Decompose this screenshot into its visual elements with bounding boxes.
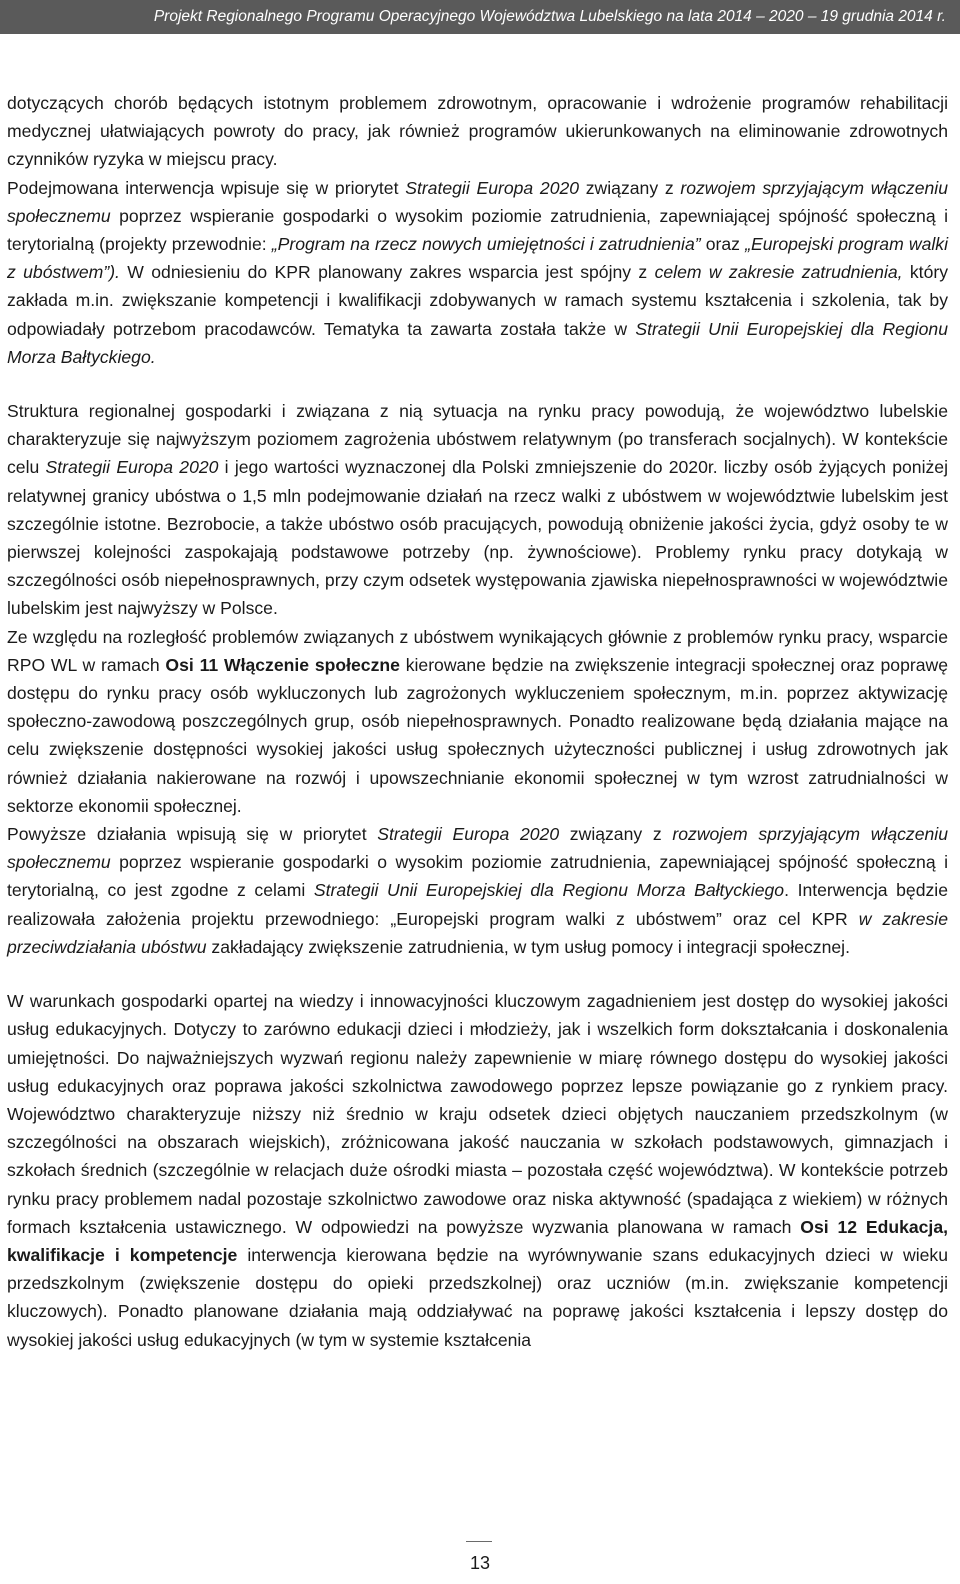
text-run: dotyczących chorób będących istotnym problemem zdrowotnym, opracowanie i wdrożenie programów rehabilitacji medycznej ułatwiających powroty do pracy, jak również programów ukierunkowanych na eliminowanie zdrowotnych czynników ryzyka w miejscu pracy. — [7, 93, 948, 170]
text-run: . Interwencja będzie realizowała założenia projektu przewodniego: „Europejski program walki z ubóstwem” oraz cel KPR — [7, 880, 948, 929]
text-run: W warunkach gospodarki opartej na wiedzy i innowacyjności kluczowym zagadnieniem jest dostęp do wysokiej jakości usług edukacyjnych. Dotyczy to zarówno edukacji dzieci i młodzieży, jak i wszelkich form dokształcania i doskonalenia umiejętności. Do najważniejszych wyzwań regionu należy zapewnienie w miarę równego dostępu do wysokiej jakości usług edukacyjnych oraz poprawa jakości szkolnictwa zawodowego poprzez lepsze powiązanie go z rynkiem pracy. Województwo charakteryzuje niższy niż średnio w kraju odsetek dzieci objętych nauczaniem przedszkolnym (w szczególności na obszarach wiejskich), zróżnicowana jakość nauczania w szkołach podstawowych, gimnazjach i szkołach średnich (szczególnie w relacjach duże ośrodki miasta – pozostała część województwa). W kontekście potrzeb rynku pracy problemem nadal pozostaje szkolnictwo zawodowe oraz niska aktywność (spadająca z wiekiem) w różnych formach kształcenia ustawicznego. W odpowiedzi na powyższe wyzwania planowana w ramach — [7, 991, 948, 1237]
body-paragraph — [7, 397, 948, 623]
italic-text: rozwojem sprzyjającym włączeniu społecznemu — [7, 824, 948, 873]
body-paragraph — [7, 174, 948, 371]
italic-text: Strategii Unii Europejskiej dla Regionu Morza Bałtyckiego. — [7, 318, 948, 367]
text-run: Ze względu na rozległość problemów związanych z ubóstwem wynikających głównie z problemów rynku pracy, wsparcie RPO WL w ramach — [7, 626, 948, 675]
document-header — [0, 0, 960, 34]
text-run: który zakłada m.in. zwiększanie kompetencji i kwalifikacji zdobywanych w ramach systemu kształcenia i szkolenia, tak by odpowiadały potrzebom pracodawców. Tematyka ta zawarta została także w — [7, 262, 949, 339]
text-run: związany z — [559, 824, 673, 845]
body-paragraph — [7, 623, 948, 820]
text-run: zakładający zwiększenie zatrudnienia, w tym usług pomocy i integracji społecznej. — [206, 936, 850, 957]
text-run: Podejmowana interwencja wpisuje się w priorytet — [7, 177, 406, 198]
italic-text: Strategii Europa 2020 — [405, 177, 580, 198]
text-run: interwencja kierowana będzie na wyrównywanie szans edukacyjnych dzieci w wieku przedszkolnym (zwiększenie dostępu do opieki przedszkolnej) oraz uczniów (m.in. zwiększanie kompetencji kluczowych). Ponadto planowane działania mają oddziaływać na poprawę jakości kształcenia i lepszy dostęp do wysokiej jakości usług edukacyjnych (w tym w systemie kształcenia — [7, 1244, 948, 1350]
text-run: oraz — [700, 234, 746, 255]
body-paragraph — [7, 89, 948, 174]
italic-text: celem w zakresie zatrudnienia, — [654, 262, 903, 283]
document-body — [7, 89, 948, 1354]
text-run: Struktura regionalnej gospodarki i związana z nią sytuacja na rynku pracy powodują, że województwo lubelskie charakteryzuje się najwyższym poziomem zagrożenia ubóstwem relatywnym (po transferach socjalnych). W kontekście celu — [7, 401, 948, 478]
body-paragraph — [7, 820, 948, 961]
text-run: Powyższe działania wpisują się w priorytet — [7, 824, 378, 845]
bold-text: Osi 11 Włączenie społeczne — [165, 654, 400, 675]
footer-divider — [466, 1541, 492, 1542]
bold-text: Osi 12 Edukacja, kwalifikacje i kompetencje — [7, 1216, 948, 1265]
italic-text: Strategii Europa 2020 — [45, 457, 219, 478]
italic-text: „Program na rzecz nowych umiejętności i zatrudnienia” — [271, 234, 701, 255]
italic-text: Strategii Europa 2020 — [377, 824, 560, 845]
text-run: W odniesieniu do KPR planowany zakres wsparcia jest spójny z — [119, 262, 655, 283]
italic-text: w zakresie przeciwdziałania ubóstwu — [7, 908, 949, 957]
text-run: poprzez wspieranie gospodarki o wysokim poziomie zatrudnienia, zapewniającej spójność społeczną i terytorialną, co jest zgodne z celami — [7, 852, 948, 901]
italic-text: rozwojem sprzyjającym włączeniu społecznemu — [7, 177, 948, 226]
italic-text: „Europejski program walki z ubóstwem”). — [7, 234, 948, 283]
page-number: 13 — [469, 1553, 491, 1573]
header-text: Projekt Regionalnego Programu Operacyjnego Województwa Lubelskiego na lata 2014 – 2020 – 19 grudnia 2014 r. — [153, 8, 946, 25]
text-run: i jego wartości wyznaczonej dla Polski zmniejszenie do 2020r. liczby osób żyjących poniżej relatywnej granicy ubóstwa o 1,5 mln podejmowanie działań na rzecz walki z ubóstwem w województwie lubelskim jest szczególnie istotne. Bezrobocie, a także ubóstwo osób pracujących, powodują obniżenie jakości życia, gdyż osoby te w pierwszej kolejności zaspokajają podstawowe potrzeby (np. żywnościowe). Problemy rynku pracy dotykają w szczególności osób niepełnosprawnych, przy czym odsetek występowania zjawiska niepełnosprawności w województwie lubelskim jest najwyższy w Polsce. — [7, 457, 948, 619]
text-run: poprzez wspieranie gospodarki o wysokim poziomie zatrudnienia, zapewniającej spójność społeczną i terytorialną (projekty przewodnie: — [7, 205, 948, 255]
body-paragraph — [7, 987, 948, 1354]
text-run: związany z — [579, 177, 681, 198]
italic-text: Strategii Unii Europejskiej dla Regionu Morza Bałtyckiego — [313, 880, 785, 901]
text-run: kierowane będzie na zwiększenie integracji społecznej oraz poprawę dostępu do rynku pracy osób wykluczonych lub zagrożonych wykluczeniem społecznym, m.in. poprzez aktywizację społeczno-zawodową poszczególnych grup, osób niepełnosprawnych. Ponadto realizowane będą działania mające na celu zwiększenie dostępności wysokiej jakości usług społecznych użyteczności publicznej i usług zdrowotnych jak również działania nakierowane na rozwój i upowszechnianie ekonomii społecznej w tym wzrost zatrudnialności w sektorze ekonomii społecznej. — [7, 654, 948, 816]
